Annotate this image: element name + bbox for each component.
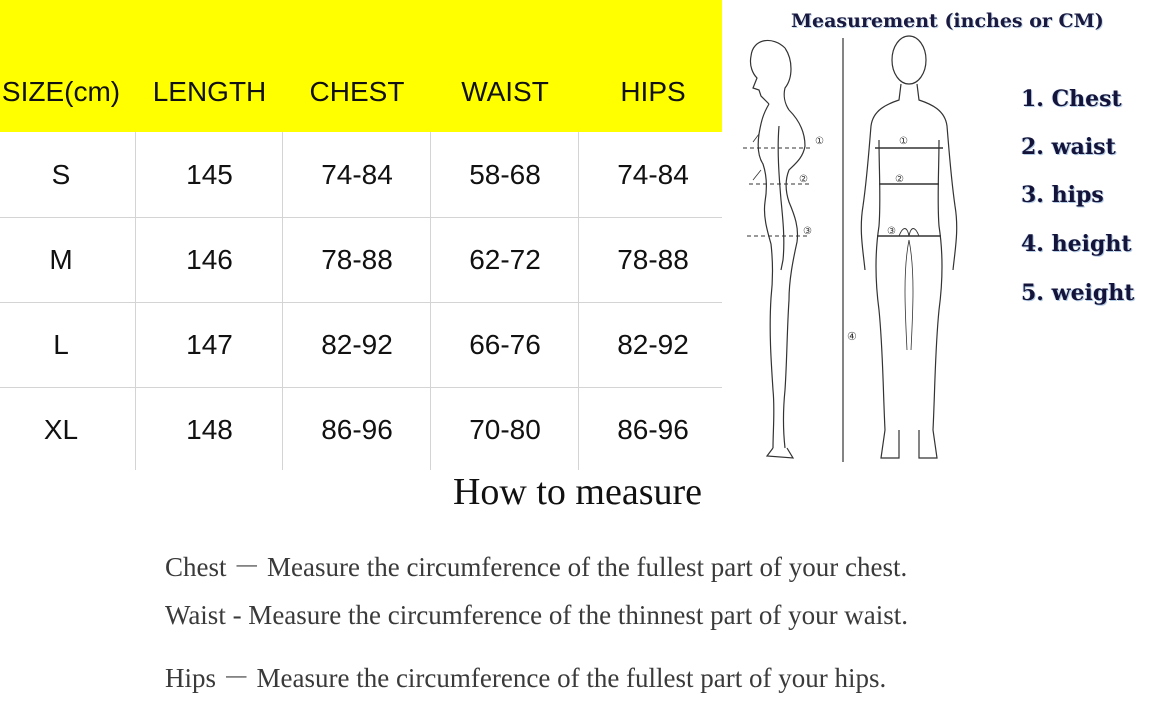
cell-size: M: [49, 244, 73, 275]
cell-length: 145: [186, 159, 233, 190]
legend-chest: 1. Chest: [1021, 86, 1122, 112]
cell-length: 148: [186, 414, 233, 445]
cell-chest: 86-96: [321, 414, 393, 445]
marker-hips: ③: [803, 226, 812, 237]
body-figure-illustration: [723, 30, 963, 462]
cell-waist: 70-80: [469, 414, 541, 445]
size-table: [0, 0, 722, 470]
instruction-hips: Hips － Measure the circumference of the fullest part of your hips.: [165, 663, 887, 693]
marker-chest: ①: [815, 136, 824, 147]
cell-size: XL: [43, 414, 79, 445]
cell-length: 146: [186, 244, 233, 275]
cell-size: S: [51, 159, 71, 190]
measurement-diagram: [723, 0, 1155, 470]
header-chest: CHEST: [309, 76, 405, 107]
legend-waist: 2. waist: [1021, 134, 1116, 160]
legend-height: 4. height: [1021, 231, 1132, 257]
side-profile-figure: [743, 40, 813, 458]
table-row: [0, 387, 722, 472]
cell-length: 147: [186, 329, 233, 360]
table-row: [0, 132, 722, 218]
cell-size: L: [53, 329, 69, 360]
header-waist: WAIST: [461, 76, 549, 107]
back-view-figure: [861, 36, 956, 458]
cell-hips: 78-88: [617, 244, 689, 275]
instruction-waist: Waist - Measure the circumference of the thinnest part of your waist.: [165, 600, 909, 630]
header-length: LENGTH: [152, 76, 267, 107]
cell-chest: 82-92: [321, 329, 393, 360]
table-header-row: [0, 0, 722, 132]
marker-chest-back: ①: [899, 136, 908, 147]
instruction-chest: Chest － Measure the circumference of the fullest part of your chest.: [165, 552, 908, 582]
marker-height: ④: [847, 330, 857, 343]
how-to-measure-title: How to measure: [452, 471, 703, 513]
table-row: [0, 302, 722, 388]
marker-waist: ②: [799, 174, 808, 185]
diagram-title: Measurement (inches or CM): [791, 10, 1104, 32]
header-hips: HIPS: [620, 76, 686, 107]
marker-hips-back: ③: [887, 226, 896, 237]
header-size: SIZE(cm): [1, 76, 121, 107]
cell-chest: 74-84: [321, 159, 393, 190]
marker-waist-back: ②: [895, 174, 904, 185]
cell-waist: 66-76: [469, 329, 541, 360]
table-row: [0, 217, 722, 303]
cell-hips: 74-84: [617, 159, 689, 190]
cell-chest: 78-88: [321, 244, 393, 275]
legend-weight: 5. weight: [1021, 280, 1135, 306]
cell-waist: 58-68: [469, 159, 541, 190]
cell-hips: 86-96: [617, 414, 689, 445]
cell-hips: 82-92: [617, 329, 689, 360]
legend-hips: 3. hips: [1021, 182, 1104, 208]
cell-waist: 62-72: [469, 244, 541, 275]
